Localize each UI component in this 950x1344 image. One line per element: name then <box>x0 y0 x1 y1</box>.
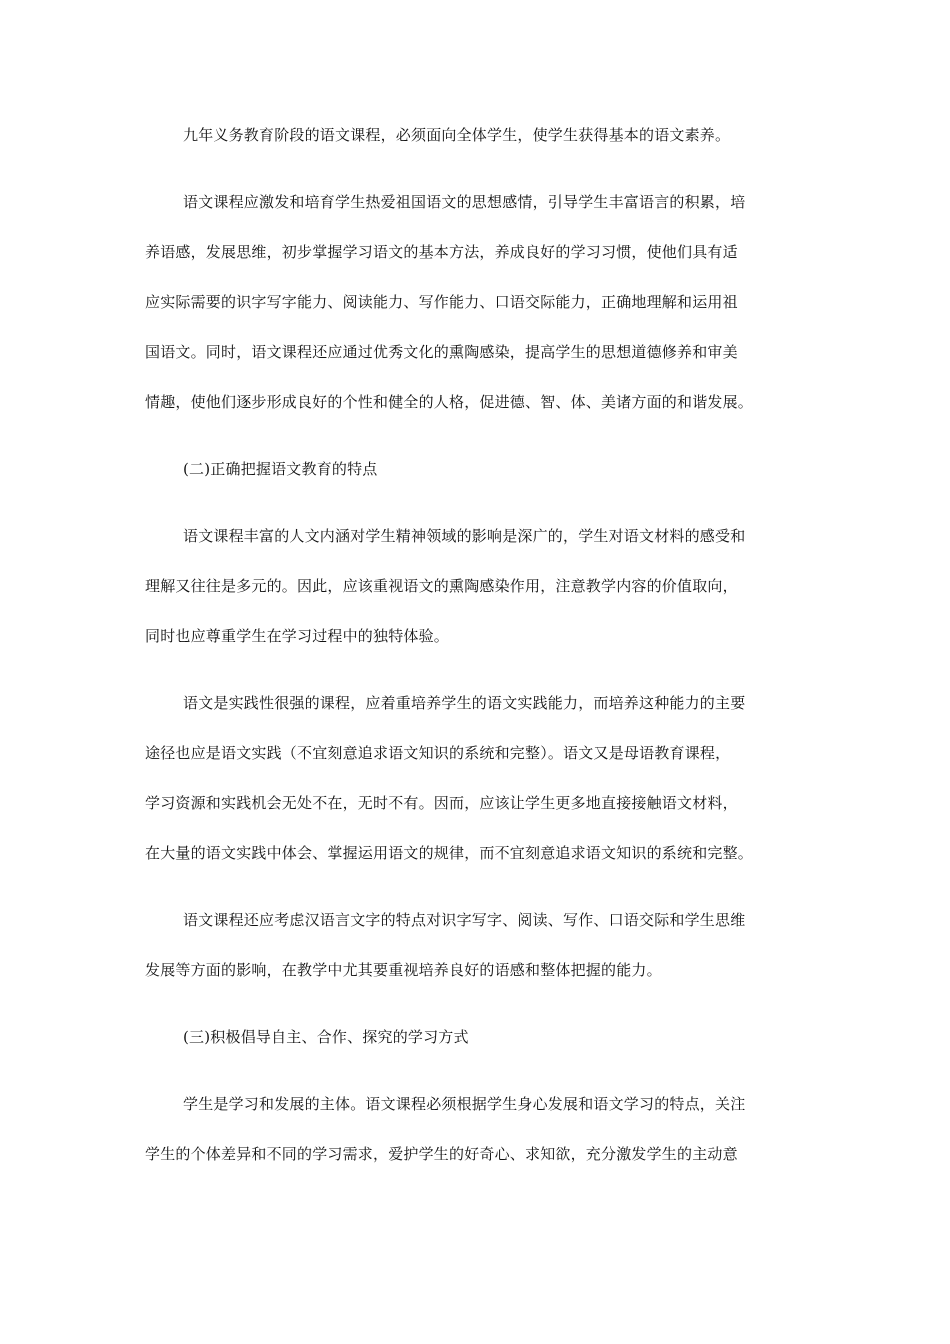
paragraph-2-line-5: 情趣，使他们逐步形成良好的个性和健全的人格，促进德、智、体、美诸方面的和谐发展。 <box>145 393 754 411</box>
paragraph-2-line-2: 养语感，发展思维，初步掌握学习语文的基本方法，养成良好的学习习惯，使他们具有适 <box>145 243 738 261</box>
paragraph-3-line-3: 同时也应尊重学生在学习过程中的独特体验。 <box>145 627 450 645</box>
section-heading-2: (二)正确把握语文教育的特点 <box>183 460 378 478</box>
paragraph-5-line-1: 语文课程还应考虑汉语言文字的特点对识字写字、阅读、写作、口语交际和学生思维 <box>183 911 746 929</box>
paragraph-5-line-2: 发展等方面的影响，在教学中尤其要重视培养良好的语感和整体把握的能力。 <box>145 961 662 979</box>
paragraph-6-line-1: 学生是学习和发展的主体。语文课程必须根据学生身心发展和语文学习的特点，关注 <box>183 1095 746 1113</box>
paragraph-4-line-2: 途径也应是语文实践（不宜刻意追求语文知识的系统和完整）。语文又是母语教育课程， <box>145 744 731 762</box>
paragraph-2-line-1: 语文课程应激发和培育学生热爱祖国语文的思想感情，引导学生丰富语言的积累，培 <box>183 193 746 211</box>
paragraph-1-line-1: 九年义务教育阶段的语文课程，必须面向全体学生，使学生获得基本的语文素养。 <box>183 126 731 144</box>
paragraph-4-line-1: 语文是实践性很强的课程，应着重培养学生的语文实践能力，而培养这种能力的主要 <box>183 694 746 712</box>
section-heading-3: (三)积极倡导自主、合作、探究的学习方式 <box>183 1028 469 1046</box>
paragraph-6-line-2: 学生的个体差异和不同的学习需求，爱护学生的好奇心、求知欲，充分激发学生的主动意 <box>145 1145 738 1163</box>
paragraph-3-line-2: 理解又往往是多元的。因此，应该重视语文的熏陶感染作用，注意教学内容的价值取向， <box>145 577 738 595</box>
paragraph-4-line-4: 在大量的语文实践中体会、掌握运用语文的规律，而不宜刻意追求语文知识的系统和完整。 <box>145 844 754 862</box>
paragraph-4-line-3: 学习资源和实践机会无处不在，无时不有。因而，应该让学生更多地直接接触语文材料， <box>145 794 738 812</box>
paragraph-2-line-4: 国语文。同时，语文课程还应通过优秀文化的熏陶感染，提高学生的思想道德修养和审美 <box>145 343 738 361</box>
paragraph-2-line-3: 应实际需要的识字写字能力、阅读能力、写作能力、口语交际能力，正确地理解和运用祖 <box>145 293 738 311</box>
paragraph-3-line-1: 语文课程丰富的人文内涵对学生精神领域的影响是深广的，学生对语文材料的感受和 <box>183 527 746 545</box>
